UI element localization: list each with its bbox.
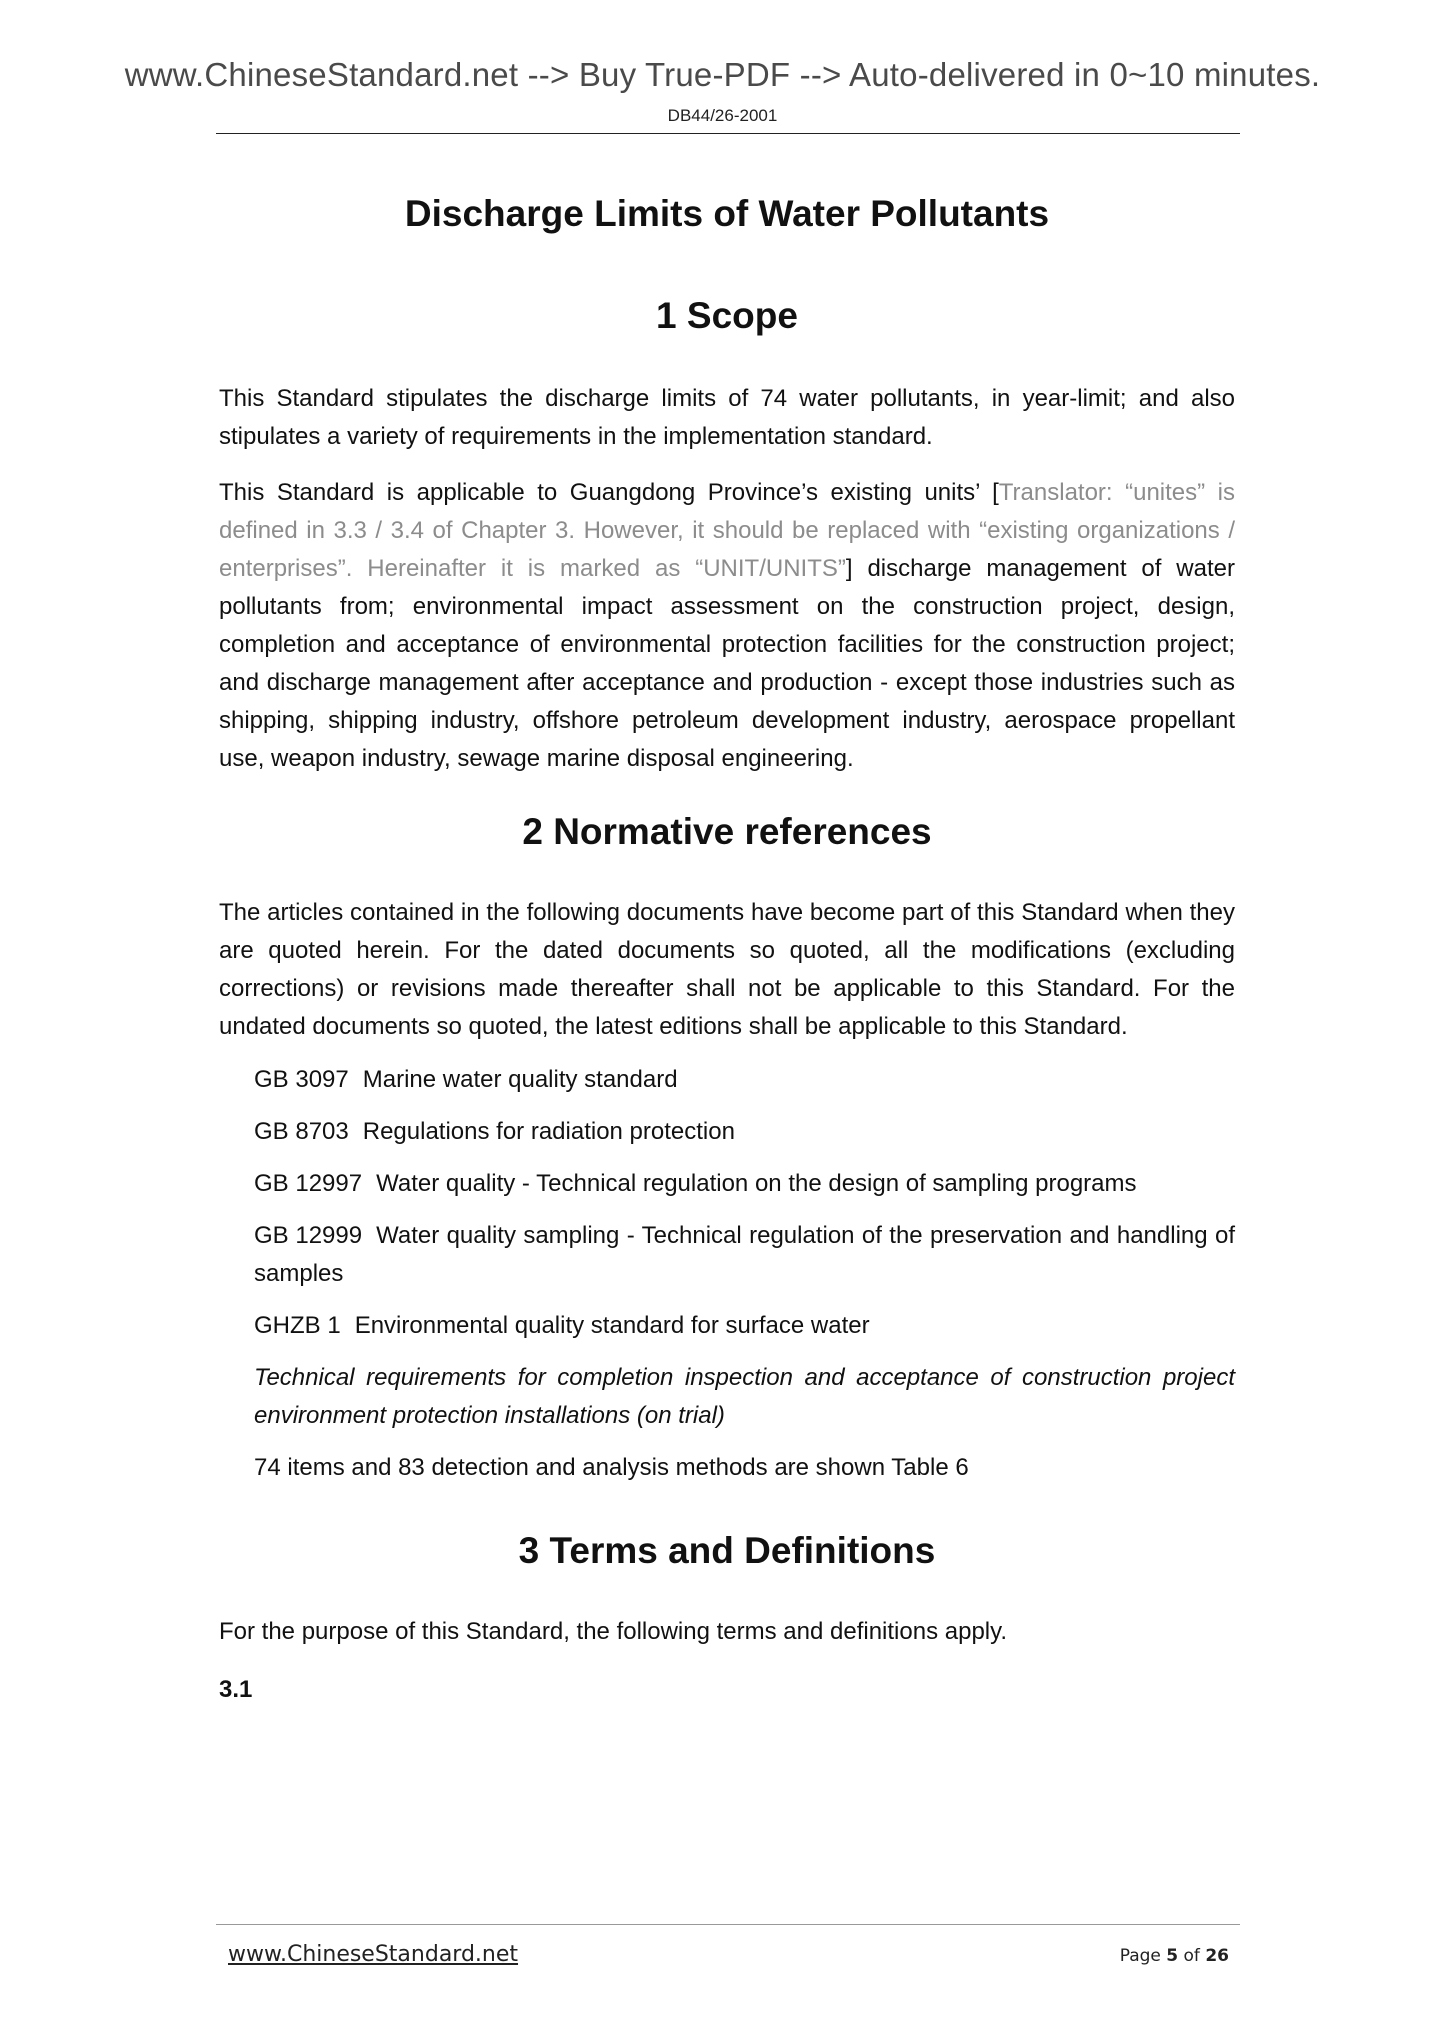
page-current: 5: [1166, 1946, 1179, 1966]
footer-website-link[interactable]: www.ChineseStandard.net: [228, 1942, 519, 1967]
page-total: 26: [1205, 1946, 1229, 1966]
scope-paragraph-2-start: This Standard is applicable to Guangdong Province’s existing units’ [: [219, 479, 999, 506]
document-number: DB44/26-2001: [667, 106, 778, 125]
document-title: Discharge Limits of Water Pollutants: [404, 193, 1050, 234]
scope-paragraph-1: This Standard stipulates the discharge limits of 74 water pollutants, in year-limit; and also stipulates a variety of requirements in the implementation standard.: [219, 385, 1235, 450]
reference-title: Environmental quality standard for surface water: [354, 1312, 870, 1339]
reference-code: GB 3097: [254, 1066, 349, 1093]
header-rule: [216, 133, 1240, 134]
header-banner[interactable]: www.ChineseStandard.net --> Buy True-PDF --> Auto-delivered in 0~10 minutes.: [124, 56, 1321, 93]
reference-item: [219, 1217, 1235, 1293]
reference-title: Marine water quality standard: [362, 1066, 678, 1093]
page-number: [1120, 1946, 1229, 1966]
section-3-heading: 3 Terms and Definitions: [518, 1530, 936, 1571]
reference-title: Regulations for radiation protection: [362, 1118, 735, 1145]
scope-paragraph-2-end: ] discharge management of water pollutants from; environmental impact assessment on the construction project, design, completion and acceptance of environmental protection facilities for the construction project; and discharge management after acceptance and production - except those industries such as shipping, shipping industry, offshore petroleum development industry, aerospace propellant use, weapon industry, sewage marine disposal engineering.: [219, 555, 1235, 772]
footer-rule: [216, 1924, 1240, 1925]
page-label: Page: [1119, 1946, 1161, 1966]
page-of: of: [1183, 1946, 1200, 1966]
section-1-heading: 1 Scope: [656, 295, 798, 336]
section-2-heading: 2 Normative references: [522, 811, 932, 852]
translator-note: Translator: “unites” is defined in 3.3 / 3.4 of Chapter 3. However, it should be replaced with “existing organizations / enterprises”. Hereinafter it is marked as “UNIT/UNITS”: [219, 479, 1235, 582]
page-content: [219, 190, 1235, 1709]
reference-title: Water quality - Technical regulation on the design of sampling programs: [376, 1170, 1137, 1197]
reference-title: Water quality sampling - Technical regulation of the preservation and handling of samples: [254, 1222, 1235, 1287]
reference-code: GHZB 1: [254, 1312, 341, 1339]
terms-intro: For the purpose of this Standard, the following terms and definitions apply.: [219, 1618, 1008, 1645]
reference-code: GB 8703: [254, 1118, 349, 1145]
reference-item-italic: Technical requirements for completion inspection and acceptance of construction project environment protection installations (on trial): [254, 1364, 1235, 1429]
reference-item: [219, 1307, 1235, 1345]
references-intro: The articles contained in the following documents have become part of this Standard when they are quoted herein. For the dated documents so quoted, all the modifications (excluding corrections) or revisions made thereafter shall not be applicable to this Standard. For the undated documents so quoted, the latest editions shall be applicable to this Standard.: [219, 899, 1235, 1040]
reference-code: GB 12997: [254, 1170, 363, 1197]
clause-number: 3.1: [219, 1676, 253, 1703]
reference-item: [219, 1113, 1235, 1151]
reference-item: [219, 1061, 1235, 1099]
reference-note: 74 items and 83 detection and analysis methods are shown Table 6: [254, 1454, 969, 1481]
scope-paragraph-2: [219, 474, 1235, 778]
reference-item: [219, 1165, 1235, 1203]
reference-code: GB 12999: [254, 1222, 363, 1249]
